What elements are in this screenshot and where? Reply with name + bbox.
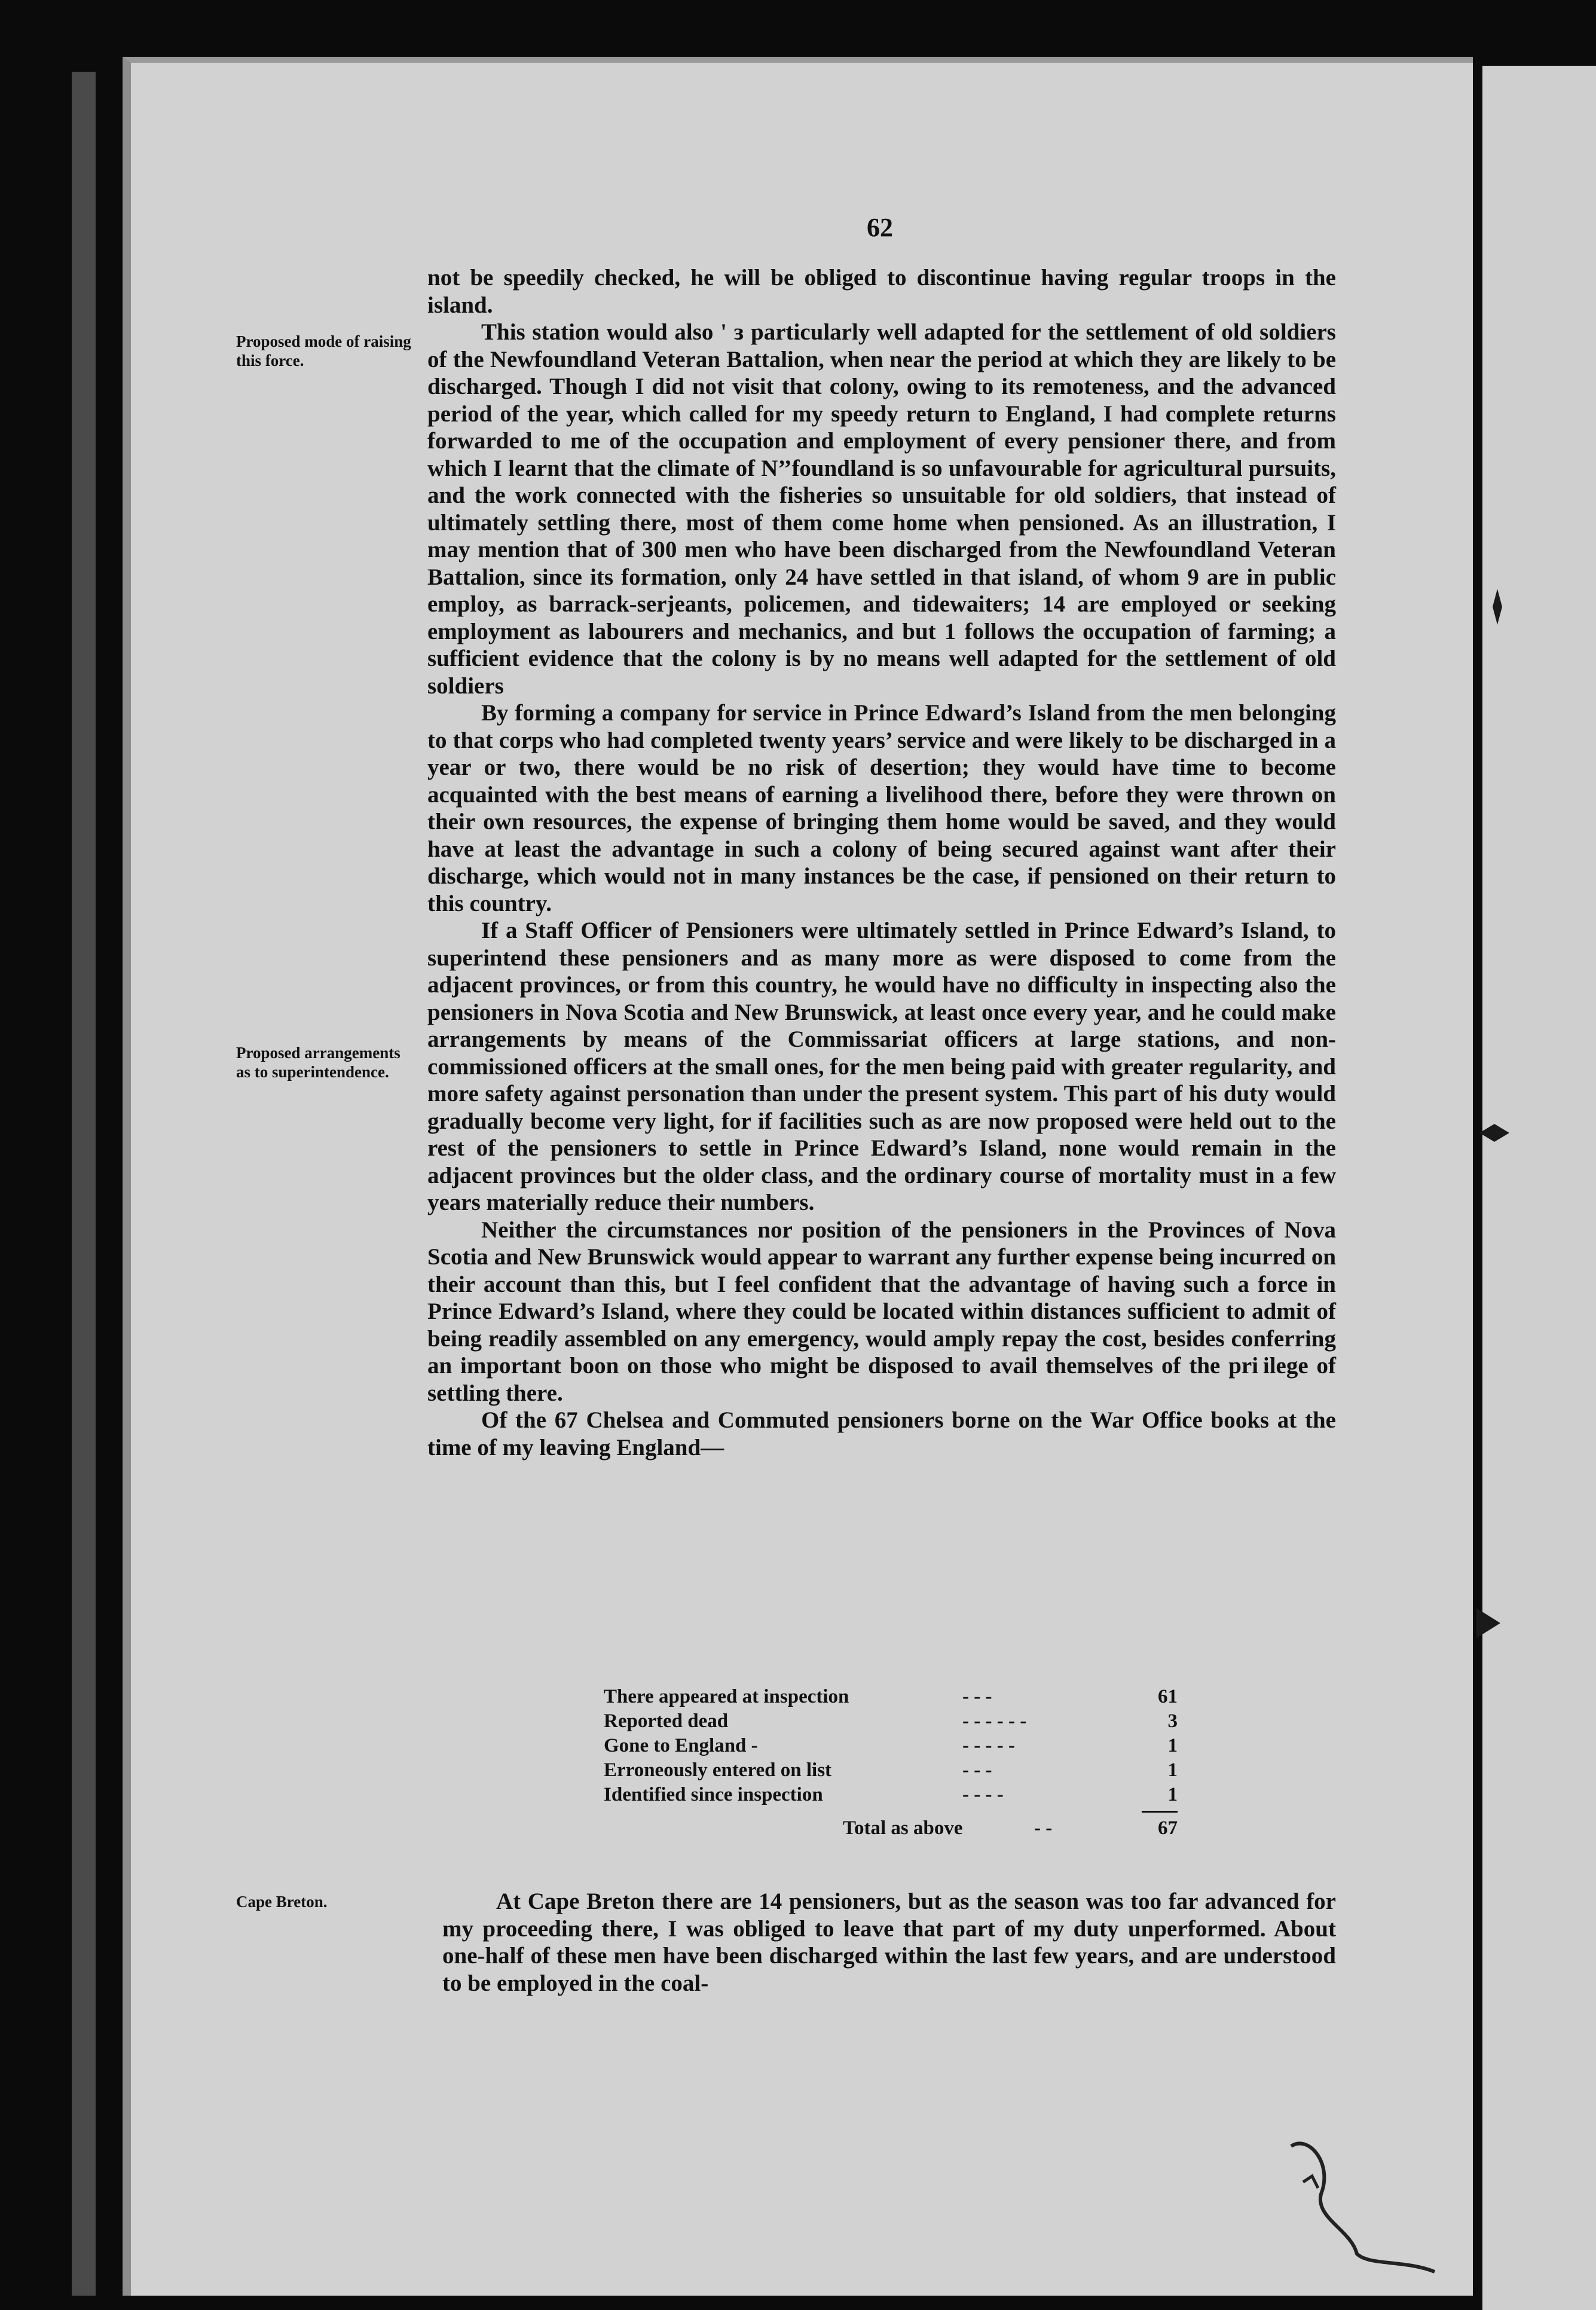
binding-edge [72,72,96,2296]
tally-row [604,1685,1178,1709]
tally-rule-row [604,1807,1178,1814]
paragraph-cape-breton: At Cape Breton there are 14 pensioners, but as the season was too far advanced for my proceeding there, I was obliged to leave that part of my duty unperformed. About one-half of these men have been discharged within the last few years, and are understood to be employed in the coal- [442,1889,1336,1996]
tally-label: Erroneously entered on list [604,1759,832,1781]
tally-value: 61 [1158,1686,1178,1707]
paragraph-5: Neither the circumstances nor position of the pensioners in the Provinces of Nova Scotia and New Brunswick would appear to warrant any further expense being incurred on their account than this, but I feel confident that the advantage of having such a force in Prince Edward’s Island, where they could be located within distances sufficient to admit of being readily assembled on any emergency, would amply repay the cost, besides conferring an important boon on those who might be disposed to avail themselves of the pri ilege of settling there. [427,1217,1337,1406]
pensioner-tally-table [604,1685,1178,1841]
total-rule [1142,1811,1178,1813]
tally-value: 1 [1167,1735,1178,1756]
paragraph-3: By forming a company for service in Prince Edward’s Island from the men belonging to that corps who had completed twenty years’ service and were likely to be discharged in a year or two, there would be no risk of desertion; they would have time to become acquainted with the best means of earning a livelihood there, before they were thrown on their own resources, the expense of bringing them home would be saved, and they would have at least the advantage in such a colony of being secured against want after their discharge, which would not in many instances be the case, if pensioned on their return to this country. [427,700,1336,916]
facing-page-edge [1482,66,1596,2310]
paragraph-2: This station would also ' ɜ particularly well adapted for the settlement of old soldiers of the Newfoundland Veteran Battalion, when near the period at which they are likely to be discharged. Though I did not visit that colony, owing to its remoteness, and the advanced period of the year, which called for my speedy return to England, I had complete returns forwarded to me of the occupation and employment of every pensioner there, and from which I learnt that the climate of N’’foundland is so unfavourable for agricultural pursuits, and the work connected with the fisheries so unsuitable for old soldiers, that instead of ultimately settling there, most of them come home when pensioned. As an illustration, I may mention that of 300 men who have been discharged from the Newfoundland Veteran Battalion, since its formation, only 24 have settled in that island, of whom 9 are in public employ, as barrack-serjeants, policemen, and tidewaiters; 14 are employed or seeking employment as labourers and mechanics, and but 1 follows the occupation of farming; a sufficient evidence that the colony is by no means well adapted for the settlement of old soldiers [427,319,1336,699]
paragraph-4: If a Staff Officer of Pensioners were ultimately settled in Prince Edward’s Island, to superintend these pensioners and as many more as were disposed to come from the adjacent provinces, or from this country, he would have no difficulty in inspecting also the pensioners in Nova Scotia and New Brunswick, at least once every year, and he could make arrangements by means of the Commissariat officers at large stations, and non-commissioned officers at the small ones, for the men being paid with greater regularity, and more safety against personation than under the present system. This part of his duty would gradually become very light, for if facilities such as are now proposed were held out to the rest of the pensioners to settle in Prince Edward’s Island, none would remain in the adjacent provinces but the older class, and the ordinary course of mortality must in a few years materially reduce their numbers. [427,918,1336,1215]
total-dashes: - - [1034,1817,1053,1839]
tally-total-row [604,1816,1178,1841]
page-number: 62 [867,213,893,242]
tally-row [604,1709,1178,1734]
binding-clip-mark [1476,1112,1512,1154]
tally-value: 1 [1167,1759,1178,1781]
tally-dashes: - - - - - - [962,1710,1027,1732]
tally-dashes: - - - - - [962,1735,1015,1756]
total-value: 67 [1158,1817,1178,1839]
tally-row [604,1783,1178,1807]
tally-value: 1 [1167,1784,1178,1805]
torn-corner-mark [1267,2110,1459,2284]
margin-note-raising-force: Proposed mode of raising this force. [236,332,411,369]
closing-text [442,1888,1336,1997]
tally-dashes: - - - [962,1686,992,1707]
tally-label: There appeared at inspection [604,1686,849,1707]
margin-note-superintendence: Proposed arrangements as to superintendence. [236,1044,400,1081]
tally-row [604,1734,1178,1758]
tally-dashes: - - - [962,1759,992,1781]
margin-note-cape-breton: Cape Breton. [236,1893,328,1911]
binding-clip-mark [1479,586,1515,628]
tally-value: 3 [1167,1710,1178,1732]
tally-label: Gone to England - [604,1735,758,1756]
tally-label: Reported dead [604,1710,729,1732]
main-text [427,264,1336,1461]
tally-label: Identified since inspection [604,1784,823,1805]
tally-row [604,1758,1178,1783]
tally-dashes: - - - - [962,1784,1004,1805]
total-label: Total as above [843,1817,963,1839]
paragraph-1: not be speedily checked, he will be obliged to discontinue having regular troops in the island. [427,265,1336,318]
paragraph-6: Of the 67 Chelsea and Commuted pensioners borne on the War Office books at the time of my leaving England— [427,1407,1336,1460]
binding-clip-mark [1470,1602,1506,1644]
